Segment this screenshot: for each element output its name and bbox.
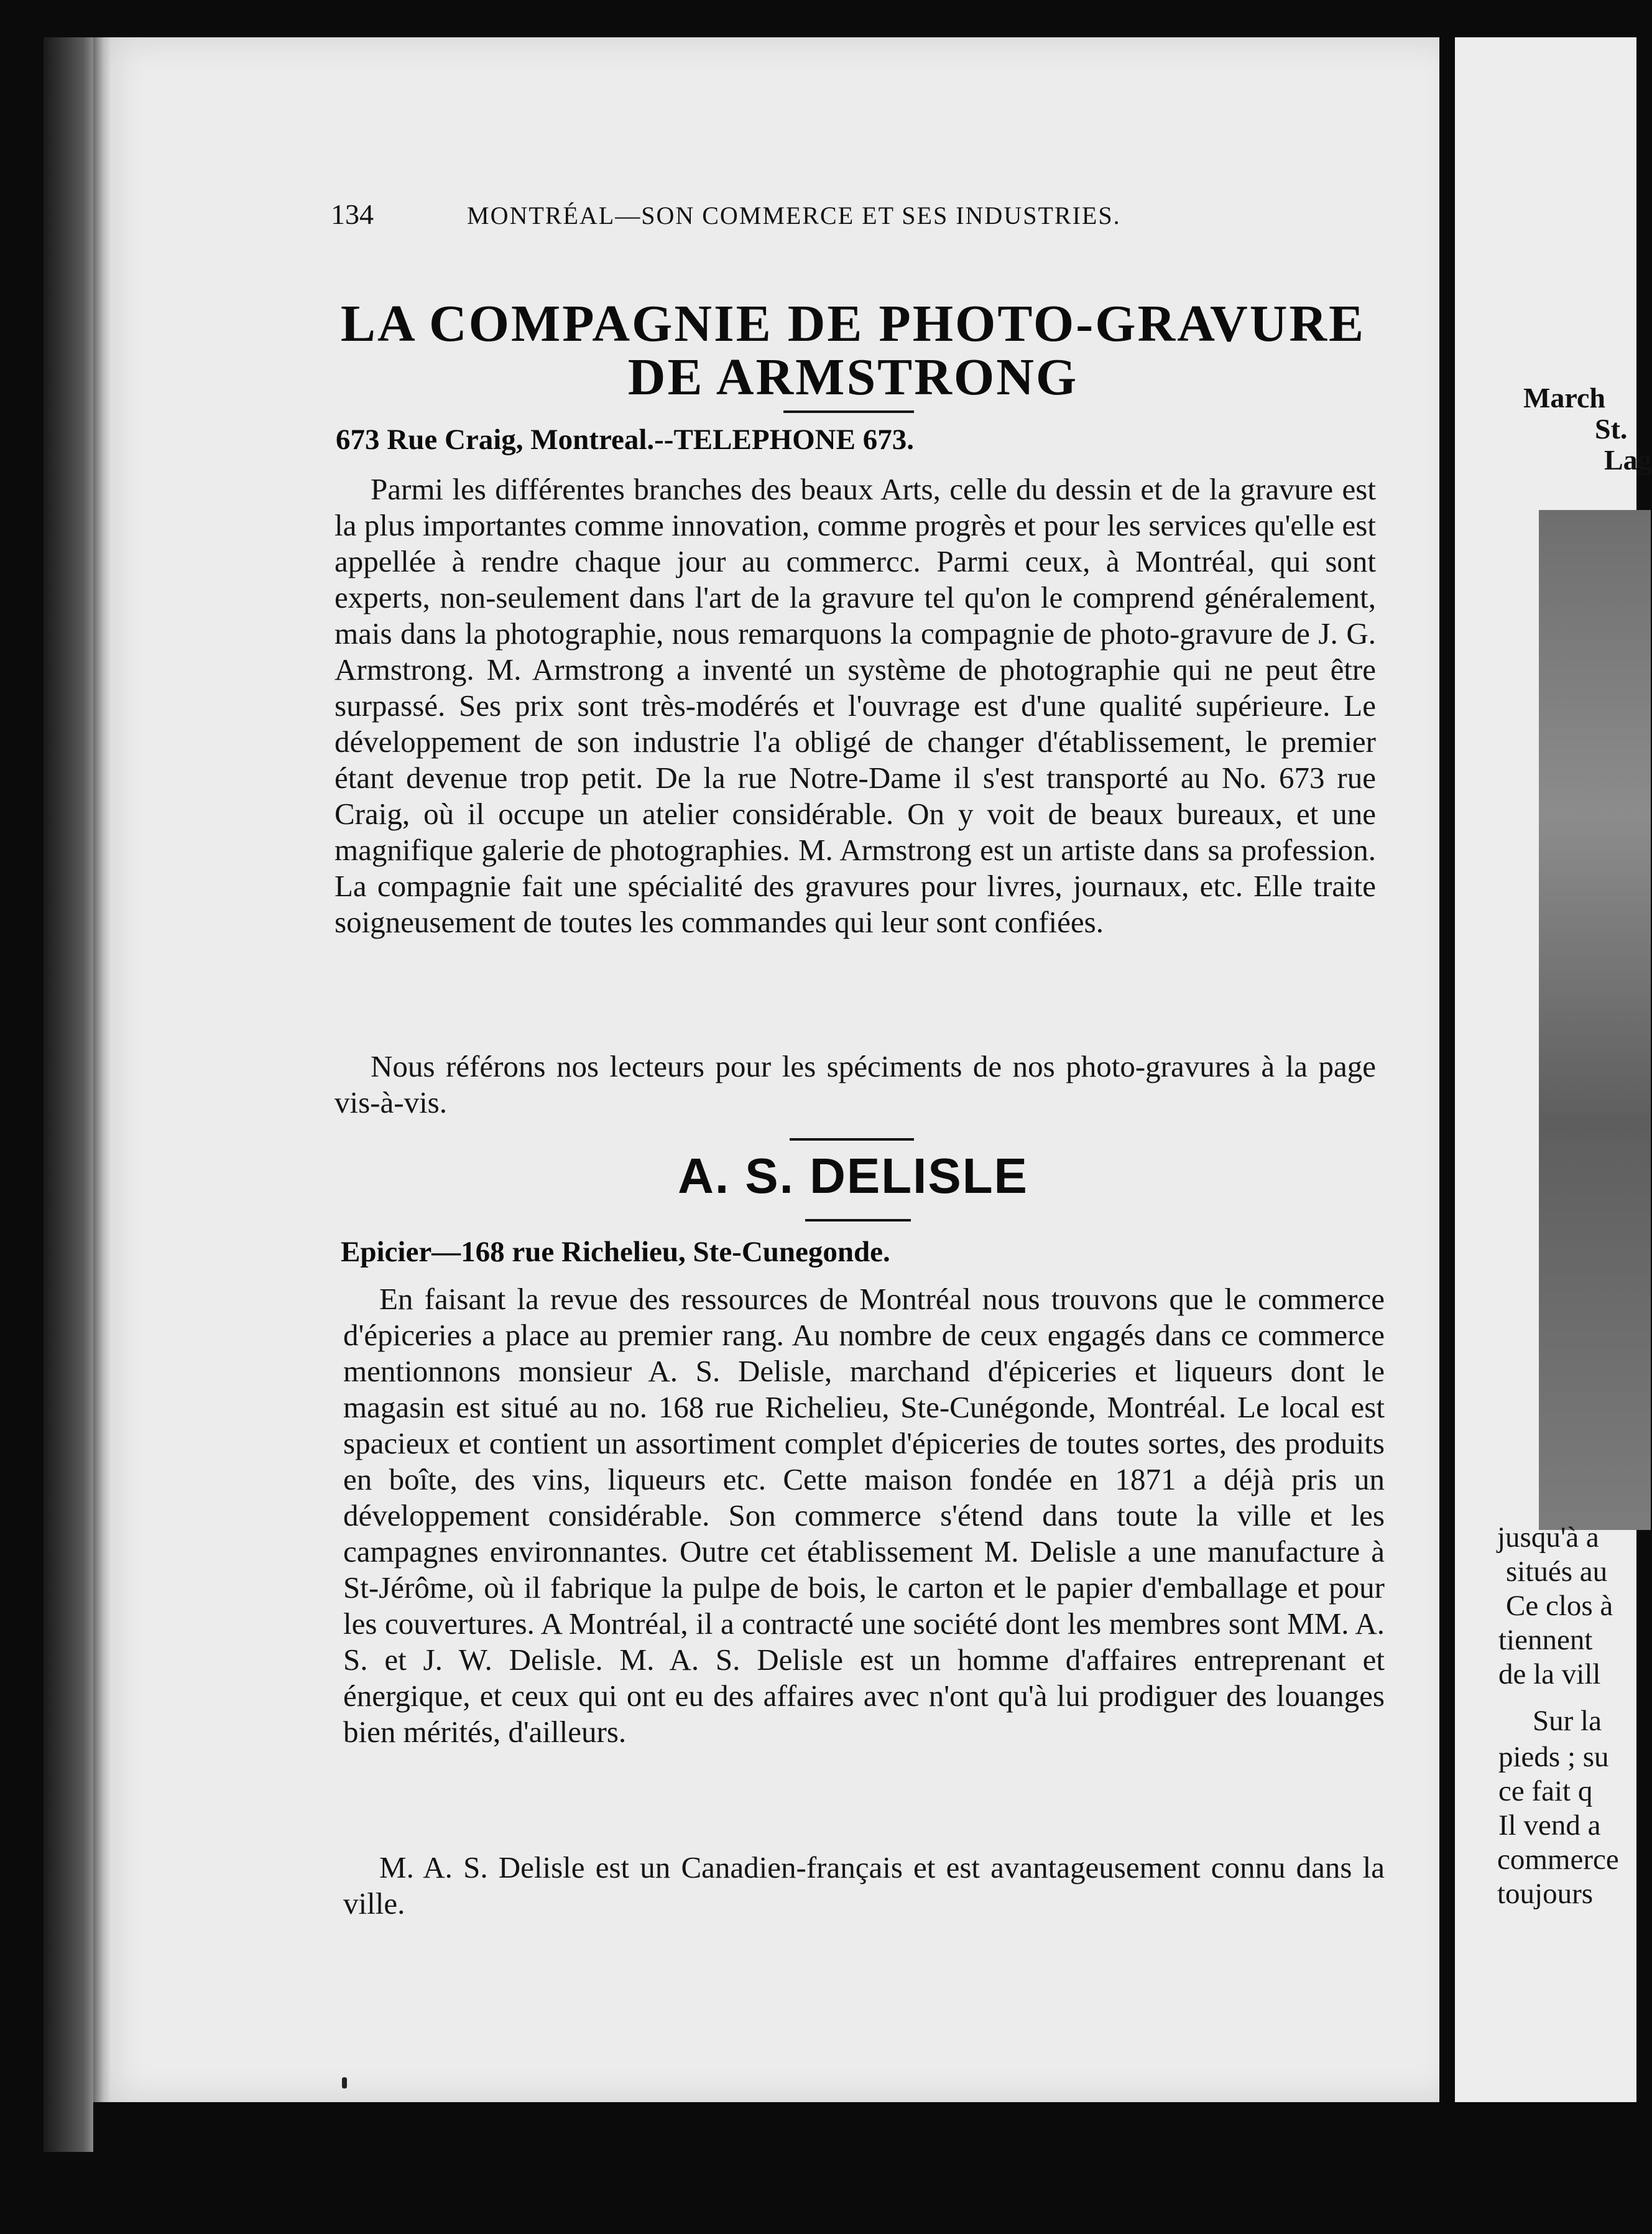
facing-text-line: tiennent — [1498, 1624, 1593, 1656]
facing-text-line: commerce — [1497, 1843, 1619, 1876]
facing-text-line: Ce clos à — [1506, 1590, 1613, 1622]
article1-title-line1: LA COMPAGNIE DE PHOTO-GRAVURE — [340, 295, 1366, 353]
facing-page — [1455, 37, 1652, 2102]
facing-text-line: Il vend a — [1498, 1809, 1601, 1842]
title-rule-2 — [790, 1138, 914, 1141]
article2-address: Epicier—168 rue Richelieu, Ste-Cunegonde. — [341, 1236, 890, 1268]
article1-paragraph2: Nous référons nos lecteurs pour les spéciments de nos photo-gravures à la page vis-à-vis. — [335, 1049, 1376, 1119]
running-header — [331, 198, 1214, 231]
article1-paragraph1: Parmi les différentes branches des beaux Arts, celle du dessin et de la gravure est la plus importantes comme innovation, comme progrès et pour les services qu'elle est appellée à rendre chaque jour au commercc. Parmi ceux, à Montréal, qui sont experts, non-seulement dans l'art de la gravure tel qu'on le comprend généralement, mais dans la photographie, nous remarquons la compagnie de photo-gravure de J. G. Armstrong. M. Armstrong a inventé un système de photographie qui ne peut être surpassé. Ses prix sont très-modérés et l'ouvrage est d'une qualité supérieure. Le développement de son industrie l'a obligé de changer d'établissement, le premier étant devenue trop petit. De la rue Notre-Dame il s'est transporté au No. 673 rue Craig, où il occupe un atelier considérable. On y voit de beaux bureaux, et une magnifique galerie de photographies. M. Armstrong est un artiste dans sa profession. La compagnie fait une spécialité des gravures pour livres, journaux, etc. Elle traite soigneusement de toutes les commandes qui leur sont confiées. — [335, 472, 1376, 939]
facing-photo — [1539, 510, 1651, 1530]
facing-heading-line3: Lag — [1604, 444, 1652, 476]
facing-heading-line1: March — [1523, 382, 1606, 414]
article2-paragraph2: M. A. S. Delisle est un Canadien-français et est avantageusement connu dans la ville. — [343, 1850, 1385, 1921]
article2-paragraph1: En faisant la revue des ressources de Montréal nous trouvons que le commerce d'épiceries a place au premier rang. Au nombre de ceux engagés dans ce commerce mentionnons monsieur A. S. Delisle, marchand d'épiceries et liqueurs dont le magasin est situé au no. 168 rue Richelieu, Ste-Cunégonde, Montréal. Le local est spacieux et contient un assortiment complet d'épiceries de toutes sortes, des produits en boîte, des vins, liqueurs etc. Cette maison fondée en 1871 a déjà pris un développement considérable. Son commerce s'étend dans toute la ville et les campagnes environnantes. Outre cet établissement M. Delisle a une manufacture à St-Jérôme, où il fabrique la pulpe de bois, le carton et le papier d'emballage et pour les couvertures. A Montréal, il a contracté une société dont les membres sont MM. A. S. et J. W. Delisle. M. A. S. Delisle est un homme d'affaires entreprenant et énergique, et ceux qui ont eu des affaires avec n'ont qu'à lui prodiguer des louanges bien mérités, d'ailleurs. — [343, 1282, 1385, 1749]
ink-speck — [342, 2077, 347, 2088]
article1-title-line2: DE ARMSTRONG — [627, 348, 1079, 406]
article2-title: A. S. DELISLE — [678, 1148, 1028, 1203]
article1-address: 673 Rue Craig, Montreal.--TELEPHONE 673. — [336, 424, 914, 456]
facing-text-line: Sur la — [1533, 1705, 1602, 1737]
page-number: 134 — [331, 198, 374, 230]
article1-title — [331, 297, 1375, 404]
title-rule-3 — [805, 1219, 911, 1221]
facing-text-line: pieds ; su — [1498, 1741, 1609, 1773]
facing-text-line: ce fait q — [1498, 1775, 1593, 1807]
facing-heading-line2: St. — [1595, 413, 1628, 445]
facing-heading — [1523, 382, 1652, 476]
facing-text-line: situés au — [1506, 1555, 1608, 1588]
title-rule-1 — [783, 410, 914, 413]
running-title: MONTRÉAL—SON COMMERCE ET SES INDUSTRIES. — [467, 202, 1121, 229]
facing-text-line: toujours — [1497, 1878, 1594, 1910]
page-gutter-shadow — [93, 37, 111, 2102]
facing-text-line: jusqu'à a — [1497, 1521, 1599, 1554]
facing-text-line: de la vill — [1498, 1658, 1601, 1690]
book-spine — [44, 37, 93, 2152]
